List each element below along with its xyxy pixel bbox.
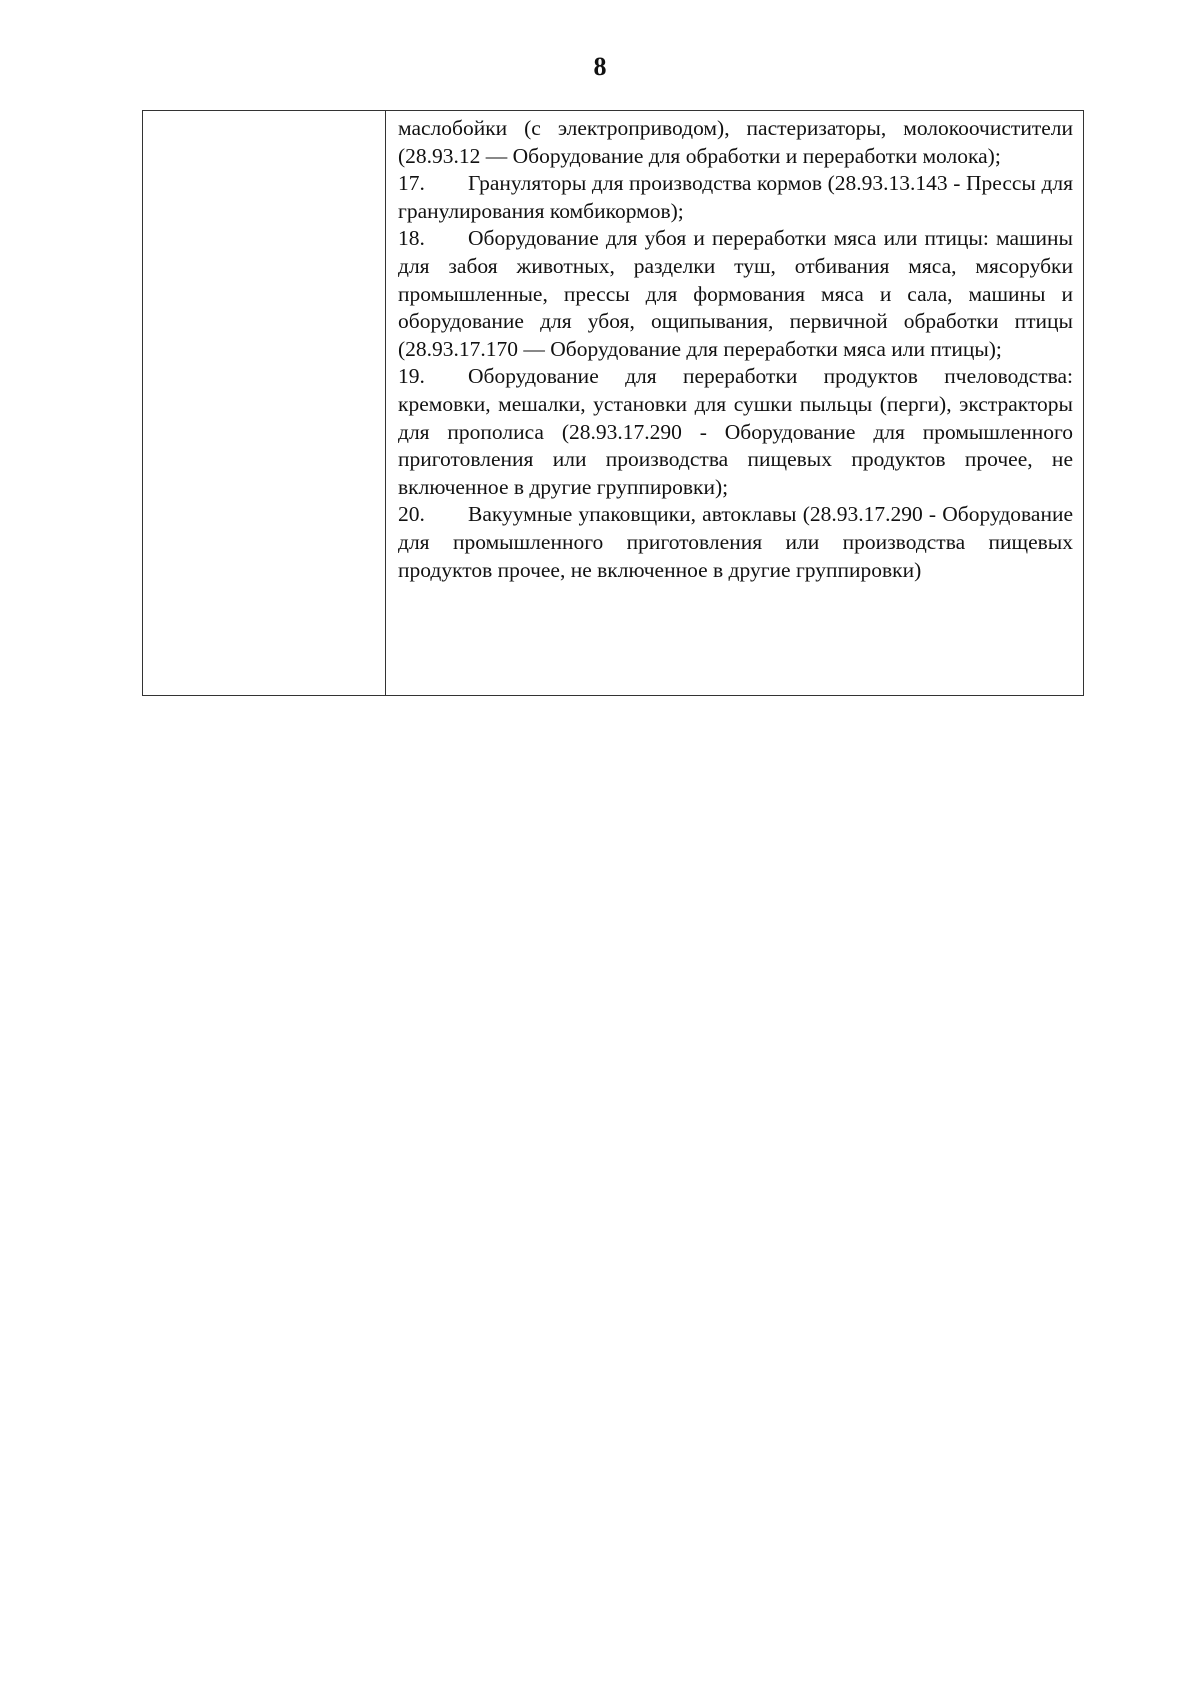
list-item-20	[398, 501, 1073, 584]
list-item-continuation	[398, 115, 1073, 170]
left-cell-empty	[143, 111, 386, 696]
list-item-number: 19.	[398, 364, 425, 389]
equipment-table	[142, 110, 1084, 696]
list-item-18	[398, 225, 1073, 363]
list-item-number: 18.	[398, 226, 425, 251]
table-row	[143, 111, 1084, 696]
list-item-text: Грануляторы для производства кормов (28.93.13.143 - Прессы для гранулирования комбикормов);	[398, 171, 1073, 223]
list-item-text: маслобойки (с электроприводом), пастеризаторы, молокоочистители (28.93.12 — Оборудование для обработки и переработки молока);	[398, 116, 1073, 168]
right-cell-equipment-list	[386, 111, 1084, 696]
list-item-text: Вакуумные упаковщики, автоклавы (28.93.17.290 - Оборудование для промышленного приготовления или производства пищевых продуктов прочее, не включенное в другие группировки)	[398, 502, 1073, 582]
list-item-text: Оборудование для убоя и переработки мяса или птицы: машины для забоя животных, разделки туш, отбивания мяса, мясорубки промышленные, прессы для формования мяса и сала, машины и оборудование для убоя, ощипывания, первичной обработки птицы (28.93.17.170 — Оборудование для переработки мяса или птицы);	[398, 226, 1073, 361]
list-item-19	[398, 363, 1073, 501]
list-item-number: 17.	[398, 171, 425, 196]
list-item-number: 20.	[398, 502, 425, 527]
list-item-17	[398, 170, 1073, 225]
list-item-text: Оборудование для переработки продуктов пчеловодства: кремовки, мешалки, установки для сушки пыльцы (перги), экстракторы для прополиса (28.93.17.290 - Оборудование для промышленного приготовления или производства пищевых продуктов прочее, не включенное в другие группировки);	[398, 364, 1073, 499]
page-number: 8	[593, 52, 607, 81]
